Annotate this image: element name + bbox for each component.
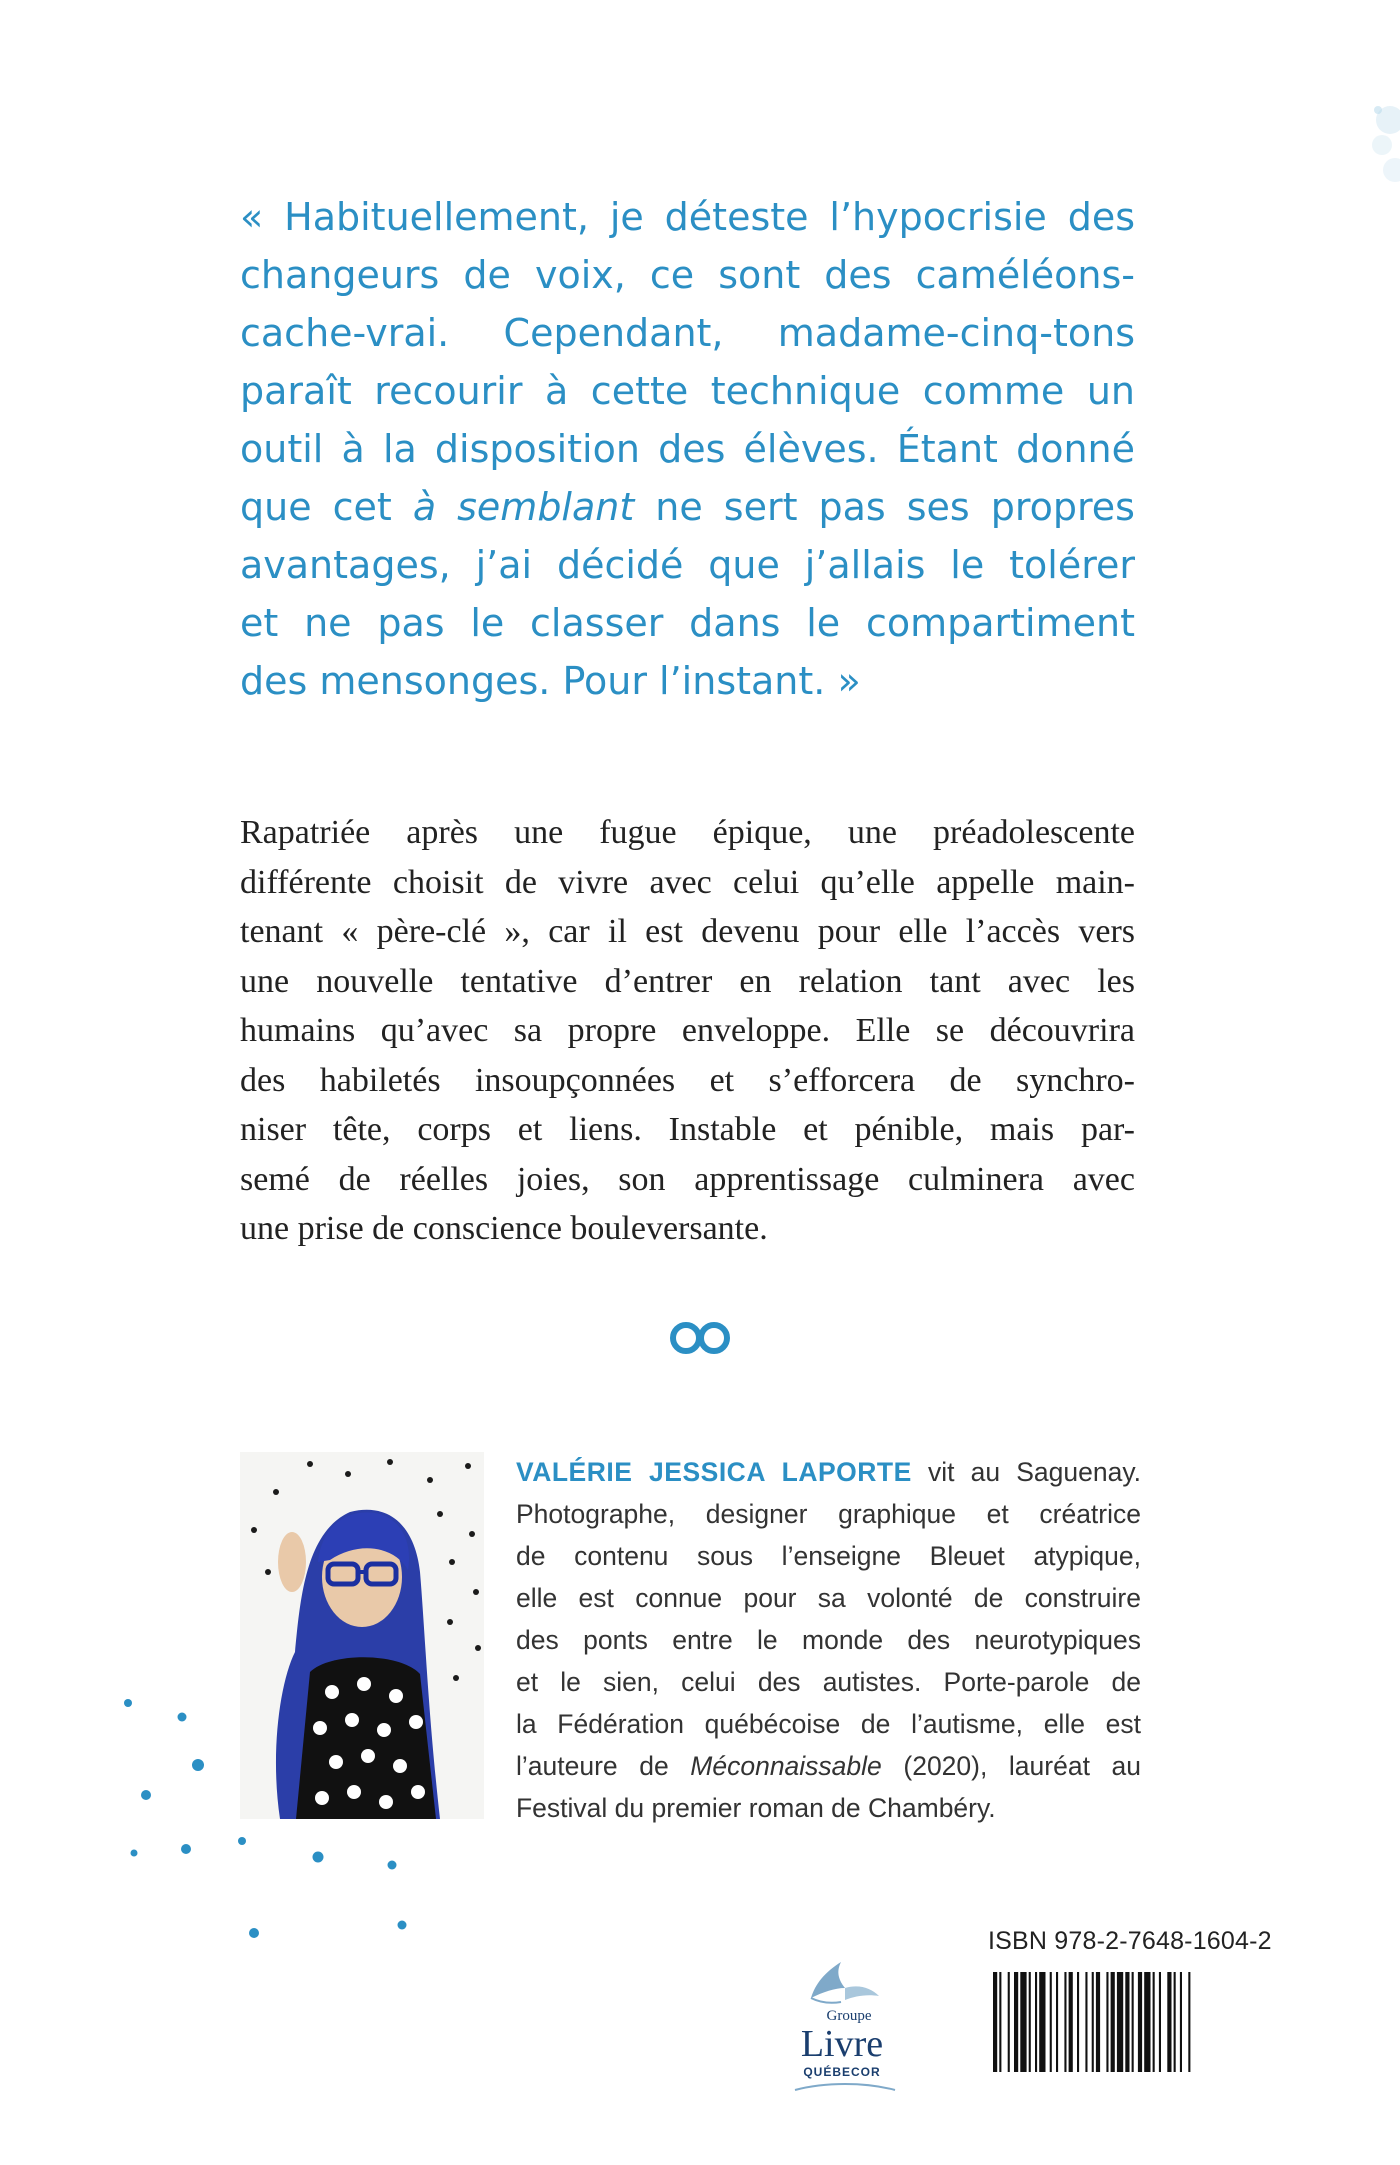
author-name: VALÉRIE JESSICA LAPORTE [516, 1457, 912, 1487]
barcode-bar [1014, 1972, 1018, 2072]
bio-line-name [516, 1451, 1141, 1493]
barcode-bar [1035, 1972, 1037, 2072]
quote-line: « Habituellement, je déteste l’hypocrisie des [240, 195, 1135, 239]
isbn-number: ISBN 978-2-7648-1604-2 [988, 1927, 1272, 1955]
bio-line8-prefix: l’auteure de [516, 1751, 669, 1781]
publisher-logo-bottom: QUÉBECOR [803, 2065, 881, 2079]
barcode-bar [1144, 1972, 1150, 2072]
pull-quote [240, 188, 1135, 710]
barcode-bar [1167, 1972, 1171, 2072]
quote-line: outil à la disposition des élèves. Étant donné [240, 427, 1135, 471]
barcode-bar [999, 1972, 1001, 2072]
summary-line: humains qu’avec sa propre enveloppe. Elle se découvrira [240, 1012, 1135, 1049]
barcode-bar [1159, 1972, 1161, 2072]
barcode-bar [1092, 1972, 1094, 2072]
author-location: vit au Saguenay. [927, 1457, 1142, 1487]
quote-italic-phrase: à semblant [412, 485, 635, 529]
barcode-bar [1153, 1972, 1155, 2072]
infinity-icon [668, 1320, 732, 1356]
author-bio [516, 1451, 1141, 1829]
quote-line-with-italic [240, 478, 1135, 536]
barcode-bar [1085, 1972, 1087, 2072]
bio-line-book [516, 1745, 1141, 1787]
summary-line: différente choisit de vivre avec celui qu’elle appelle main- [240, 863, 1135, 901]
barcode-bar [1132, 1972, 1134, 2072]
quote-line: changeurs de voix, ce sont des caméléons- [240, 253, 1135, 297]
barcode-bar [1188, 1972, 1190, 2072]
summary-line: niser tête, corps et liens. Instable et pénible, mais par- [240, 1111, 1135, 1148]
barcode-bar [1111, 1972, 1115, 2072]
publisher-logo-top: Groupe [826, 2008, 872, 2024]
summary-line: semé de réelles joies, son apprentissage culminera avec [240, 1160, 1135, 1198]
quote-line: cache-vrai. Cependant, madame-cinq-tons [240, 311, 1135, 355]
quote-line: paraît recourir à cette technique comme un [240, 369, 1135, 413]
summary-line: des habiletés insoupçonnées et s’efforcera de synchro- [240, 1061, 1135, 1099]
barcode-bar [1174, 1972, 1176, 2072]
barcode-bar [1008, 1972, 1010, 2072]
decorative-dots [110, 1685, 440, 1945]
barcode-bar [1138, 1972, 1142, 2072]
book-summary [240, 808, 1135, 1254]
summary-line: tenant « père-clé », car il est devenu pour elle l’accès vers [240, 913, 1135, 950]
bio-line: et le sien, celui des autistes. Porte-parole de [516, 1667, 1141, 1697]
barcode-bar [1077, 1972, 1079, 2072]
barcode-bar [1117, 1972, 1123, 2072]
quote-line: des mensonges. Pour l’instant. » [240, 659, 861, 703]
barcode-bar [1064, 1972, 1066, 2072]
publisher-logo [775, 1958, 910, 2094]
bio-line: des ponts entre le monde des neurotypiques [516, 1625, 1141, 1655]
barcode [993, 1972, 1257, 2072]
barcode-bar [1039, 1972, 1045, 2072]
barcode-bar [1106, 1972, 1108, 2072]
summary-line: Rapatriée après une fugue épique, une préadolescente [240, 814, 1135, 851]
bio-line8-suffix: (2020), lauréat au [903, 1751, 1141, 1781]
barcode-bar [1056, 1972, 1058, 2072]
bio-line: elle est connue pour sa volonté de construire [516, 1583, 1141, 1613]
barcode-bar [1050, 1972, 1052, 2072]
barcode-bar [1096, 1972, 1100, 2072]
quote-line6-rest: ne sert pas ses propres [655, 485, 1135, 529]
summary-line: une prise de conscience bouleversante. [240, 1210, 768, 1247]
barcode-bar [1029, 1972, 1031, 2072]
publisher-logo-main: Livre [800, 2023, 884, 2065]
bio-line: de contenu sous l’enseigne Bleuet atypique, [516, 1541, 1141, 1571]
book-title: Méconnaissable [690, 1751, 882, 1781]
barcode-bar [1180, 1972, 1182, 2072]
summary-line: une nouvelle tentative d’entrer en relation tant avec les [240, 962, 1135, 1000]
barcode-bar [1020, 1972, 1026, 2072]
quote-line: avantages, j’ai décidé que j’allais le tolérer [240, 543, 1135, 587]
quote-line6-prefix: que cet [240, 485, 392, 529]
barcode-bar [1125, 1972, 1129, 2072]
barcode-bar [1069, 1972, 1073, 2072]
quote-line: et ne pas le classer dans le compartiment [240, 601, 1135, 645]
barcode-bar [993, 1972, 997, 2072]
bio-line: Festival du premier roman de Chambéry. [516, 1793, 996, 1823]
bio-line: Photographe, designer graphique et créatrice [516, 1499, 1141, 1529]
bio-line: la Fédération québécoise de l’autisme, elle est [516, 1709, 1141, 1739]
watercolor-splash [1340, 90, 1400, 210]
